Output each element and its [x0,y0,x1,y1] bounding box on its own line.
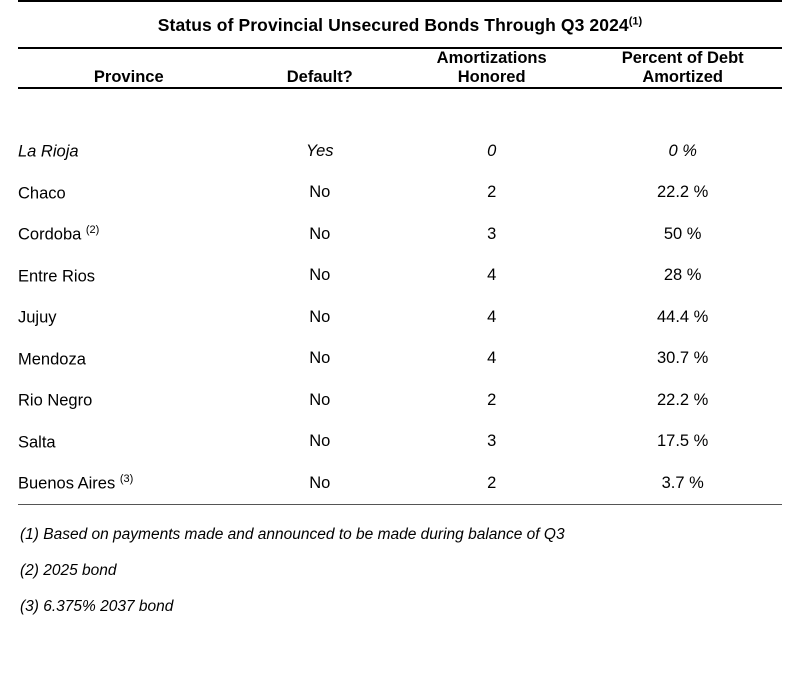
cell-default: No [309,224,331,243]
bonds-table [18,49,782,87]
cell-amortizations: 3 [487,432,497,451]
table-row [18,380,782,422]
cell-amortizations: 0 [487,141,497,160]
cell-default: No [309,473,331,492]
province-name: Jujuy [18,308,57,327]
cell-province [18,131,240,173]
province-name: La Rioja [18,142,79,161]
footnote-3: (3) 6.375% 2037 bond [20,598,174,615]
cell-percent: 30.7 % [656,349,709,368]
footnotes-block [18,505,782,625]
table-row [18,172,782,214]
province-footnote-marker: (2) [85,224,100,236]
header-row-bottom [18,68,782,87]
header-amortizations-line1: Amortizations [436,49,547,67]
cell-province [18,214,240,256]
cell-amortizations: 4 [487,266,497,285]
cell-percent: 22.2 % [656,183,709,202]
cell-default: Yes [306,141,334,160]
header-percent-line2: Amortized [642,68,723,86]
cell-province [18,338,240,380]
cell-province [18,380,240,422]
table-row [18,255,782,297]
table-head [18,49,782,87]
title-block [18,2,782,47]
table-row [18,131,782,173]
cell-default: No [309,390,331,409]
cell-amortizations: 2 [487,390,497,409]
cell-percent: 0 % [668,141,697,160]
table-row [18,214,782,256]
page-title: Status of Provincial Unsecured Bonds Through Q3 2024 [157,15,629,35]
cell-default: No [309,307,331,326]
header-default-spacer [240,49,400,68]
province-name: Mendoza [18,350,86,368]
table-row [18,463,782,505]
title-footnote-marker: (1) [628,15,643,28]
cell-default: No [309,183,331,202]
province-name: Salta [18,433,56,451]
cell-default: No [309,349,331,368]
cell-province [18,463,240,505]
cell-amortizations: 3 [487,224,497,243]
header-percent-line1: Percent of Debt [621,49,744,67]
header-default: Default? [286,68,353,86]
footnote-2: (2) 2025 bond [20,562,117,579]
table-body [18,89,782,504]
province-name: Chaco [18,184,66,202]
header-province: Province [93,68,164,86]
cell-percent: 50 % [663,224,702,243]
province-name: Rio Negro [18,391,93,410]
cell-percent: 22.2 % [656,390,709,409]
cell-default: No [309,432,331,451]
body-top-spacer [18,89,782,131]
cell-default: No [309,266,331,285]
cell-percent: 17.5 % [656,432,709,451]
cell-province [18,255,240,297]
header-amortizations-line2: Honored [457,68,526,86]
cell-province [18,172,240,214]
cell-percent: 44.4 % [656,307,709,326]
table-row [18,338,782,380]
cell-percent: 3.7 % [661,473,704,492]
cell-percent: 28 % [663,266,702,285]
province-name: Entre Rios [18,267,96,285]
bonds-table-body [18,89,782,504]
footnote-1: (1) Based on payments made and announced to be made during balance of Q3 [20,526,565,543]
province-name: Buenos Aires [18,474,116,493]
cell-amortizations: 4 [487,307,497,326]
cell-province [18,297,240,339]
province-name: Cordoba [18,225,82,244]
province-footnote-marker: (3) [119,473,134,485]
header-province-spacer [18,49,240,68]
table-row [18,421,782,463]
cell-amortizations: 2 [487,183,497,202]
table-row [18,297,782,339]
header-row-top [18,49,782,68]
cell-amortizations: 4 [487,349,497,368]
cell-amortizations: 2 [487,473,497,492]
cell-province [18,421,240,463]
